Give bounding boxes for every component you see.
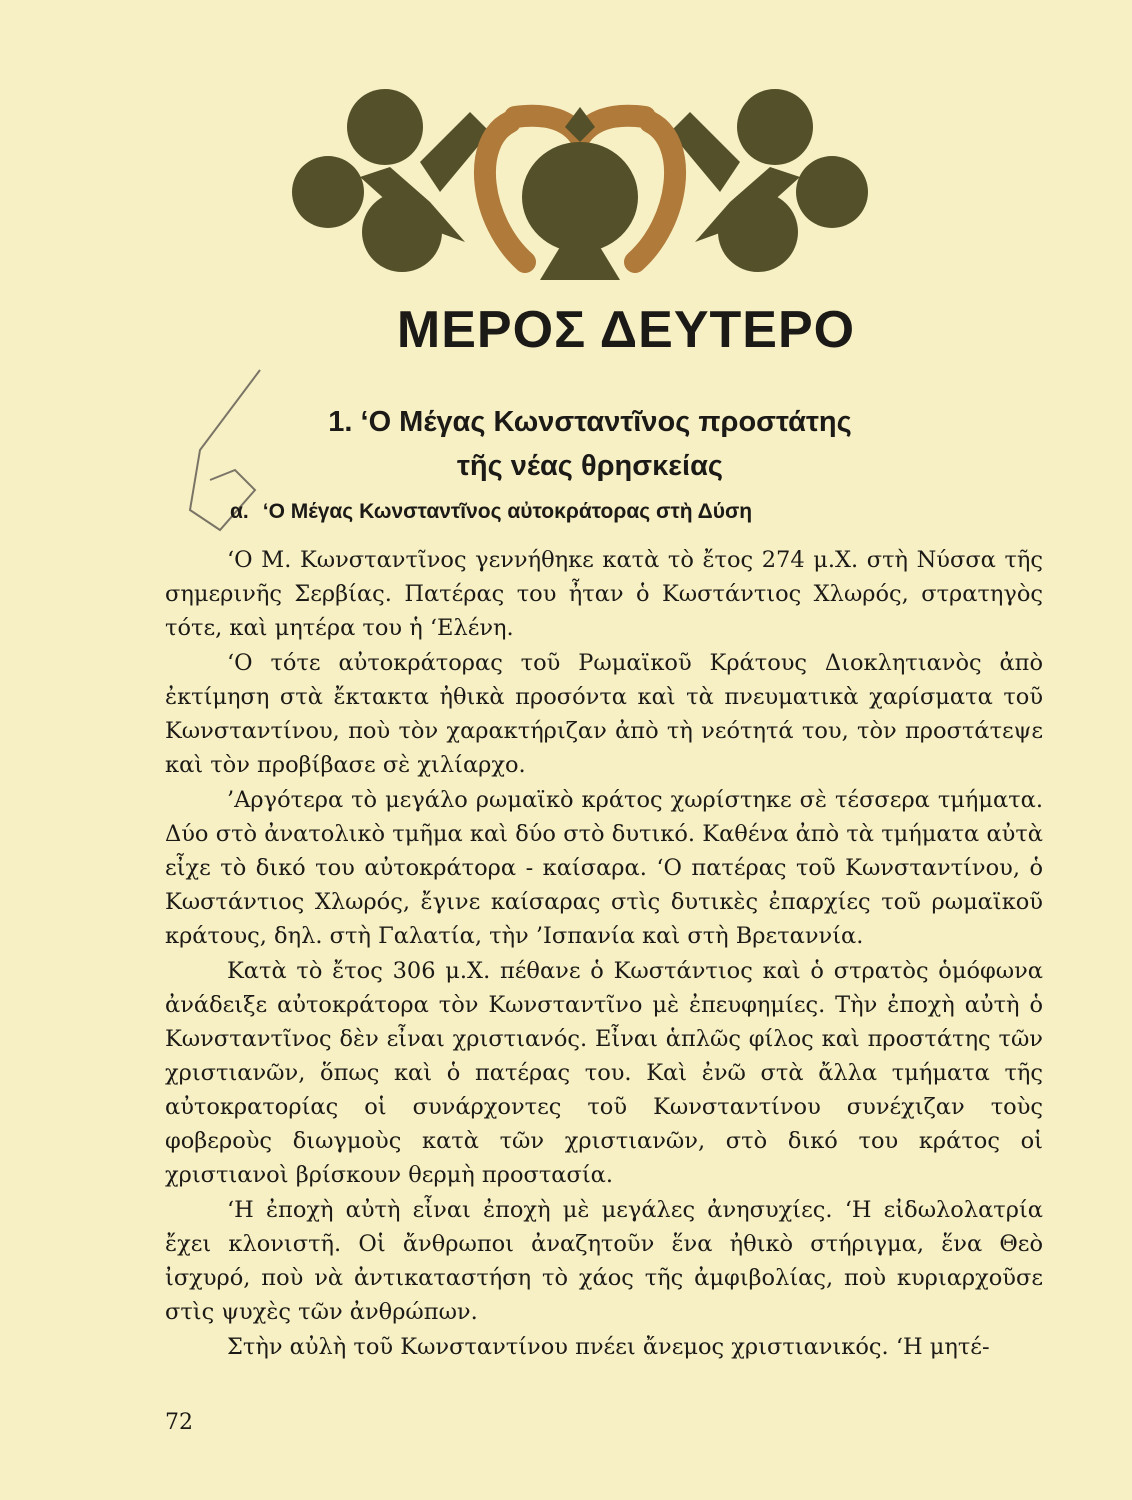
- section-letter: α.: [230, 500, 249, 523]
- paragraph: ‘Ο τότε αὐτοκράτορας τοῦ Ρωμαϊκοῦ Κράτους Διοκλητιανὸς ἀπὸ ἐκτίμηση στὰ ἔκτακτα ἠθικὰ προσόντα καὶ τὰ πνευματικὰ χαρίσματα τοῦ Κωνσταντίνου, ποὺ τὸν χαρακτήριζαν ἀπὸ τὴ νεότητά του, τὸν προστάτεψε καὶ τὸν προβίβασε σὲ χιλίαρχο.: [165, 650, 1043, 778]
- paragraph: ‘Η ἐποχὴ αὐτὴ εἶναι ἐποχὴ μὲ μεγάλες ἀνησυχίες. ‘Η εἰδωλολατρία ἔχει κλονιστῆ. Οἱ ἄνθρωποι ἀναζητοῦν ἕνα ἠθικὸ στήριγμα, ἕνα Θεὸ ἰσχυρό, ποὺ νὰ ἀντικαταστήση τὸ χάος τῆς ἀμφιβολίας, ποὺ κυριαρχοῦσε στὶς ψυχὲς τῶν ἀνθρώπων.: [165, 1197, 1043, 1325]
- decorative-ornament-icon: [290, 82, 870, 282]
- section-title-text: ‘Ο Μέγας Κωνσταντῖνος αὐτοκράτορας στὴ Δύση: [262, 500, 753, 523]
- part-title: ΜΕΡΟΣ ΔΕΥΤΕΡΟ: [396, 301, 856, 359]
- paragraph: ’Αργότερα τὸ μεγάλο ρωμαϊκὸ κράτος χωρίστηκε σὲ τέσσερα τμήματα. Δύο στὸ ἀνατολικὸ τμῆμα καὶ δύο στὸ δυτικό. Καθένα ἀπὸ τὰ τμήματα αὐτὰ εἶχε τὸ δικό του αὐτοκράτορα - καίσαρα. ‘Ο πατέρας τοῦ Κωνσταντίνου, ὁ Κωστάντιος Χλωρός, ἔγινε καίσαρας στὶς δυτικὲς ἐπαρχίες τοῦ ρωμαϊκοῦ κράτους, δηλ. στὴ Γαλατία, τὴν ’Ισπανία καὶ στὴ Βρεταννία.: [165, 787, 1043, 949]
- paragraph: Στὴν αὐλὴ τοῦ Κωνσταντίνου πνέει ἄνεμος χριστιανικός. ‘Η μητέ-: [227, 1334, 990, 1360]
- chapter-title: [240, 400, 940, 488]
- paragraph: Κατὰ τὸ ἔτος 306 μ.Χ. πέθανε ὁ Κωστάντιος καὶ ὁ στρατὸς ὁμόφωνα ἀνάδειξε αὐτοκράτορα τὸν Κωνσταντῖνο μὲ ἐπευφημίες. Τὴν ἐποχὴ αὐτὴ ὁ Κωνσταντῖνος δὲν εἶναι χριστιανός. Εἶναι ἁπλῶς φίλος καὶ προστάτης τῶν χριστιανῶν, ὅπως καὶ ὁ πατέρας του. Καὶ ἐνῶ στὰ ἄλλα τμήματα τῆς αὐτοκρατορίας οἱ συνάρχοντες τοῦ Κωνσταντίνου συνέχιζαν τοὺς φοβεροὺς διωγμοὺς κατὰ τῶν χριστιανῶν, στὸ δικό του κράτος οἱ χριστιανοὶ βρίσκουν θερμὴ προστασία.: [165, 958, 1043, 1188]
- page-number: 72: [165, 1410, 193, 1435]
- chapter-title-line-2: τῆς νέας θρησκείας: [456, 450, 724, 482]
- body-text: [165, 543, 1043, 1365]
- paragraph: ‘Ο Μ. Κωνσταντῖνος γεννήθηκε κατὰ τὸ ἔτος 274 μ.Χ. στὴ Νύσσα τῆς σημερινῆς Σερβίας. Πατέρας του ἦταν ὁ Κωστάντιος Χλωρός, στρατηγὸς τότε, καὶ μητέρα του ἡ ‘Ελένη.: [165, 547, 1043, 641]
- section-title: [230, 500, 930, 524]
- chapter-title-line-1: 1. ‘Ο Μέγας Κωνσταντῖνος προστάτης: [328, 406, 852, 438]
